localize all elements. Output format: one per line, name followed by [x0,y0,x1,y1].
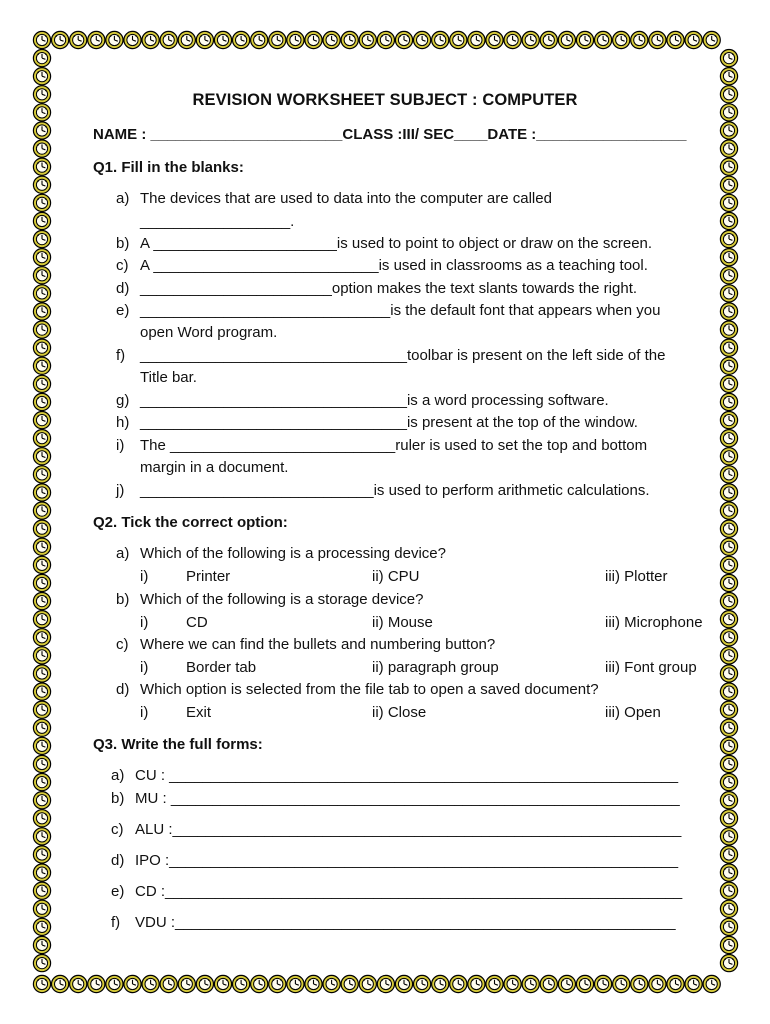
q3-item-marker: a) [111,767,125,784]
student-info-line: NAME : _______________________CLASS :III/ SEC____DATE :__________________ [93,126,687,143]
q1-item-text: Title bar. [140,369,197,386]
q2-option-1: Border tab [186,659,257,676]
q2-option-marker: i) [140,659,149,676]
q1-item-marker: d) [116,280,130,297]
q3-answer-line: CD :______________________________________________________________ [135,883,683,900]
q2-question-text: Which of the following is a storage device? [140,591,424,608]
q1-item-marker: h) [116,414,130,431]
q1-item-text: margin in a document. [140,459,289,476]
q2-option-marker: i) [140,614,149,631]
q1-item-text: ________________________________is a word processing software. [140,392,609,409]
q2-item-marker: c) [116,636,129,653]
q3-item-marker: b) [111,790,125,807]
q1-item-marker: e) [116,302,130,319]
q3-answer-line: VDU :____________________________________________________________ [135,914,676,931]
q2-option-1: Printer [186,568,231,585]
q1-item-text: __________________. [140,213,295,230]
q1-item-marker: c) [116,257,129,274]
q1-item-text: A ______________________is used to point to object or draw on the screen. [140,235,653,252]
q1-item-text: open Word program. [140,324,278,341]
q1-item-marker: a) [116,190,130,207]
q2-option-3: iii) Open [605,704,661,721]
q2-option-3: iii) Font group [605,659,697,676]
q3-answer-line: MU : _____________________________________________________________ [135,790,680,807]
q1-item-text: The ___________________________ruler is used to set the top and bottom [140,437,648,454]
q1-item-text: The devices that are used to data into the computer are called [140,190,552,207]
q2-option-1: CD [186,614,208,631]
q3-heading: Q3. Write the full forms: [93,736,263,753]
q2-question-text: Where we can find the bullets and numbering button? [140,636,496,653]
q2-item-marker: b) [116,591,130,608]
q2-option-marker: i) [140,568,149,585]
q3-item-marker: c) [111,821,124,838]
q1-item-marker: g) [116,392,130,409]
q1-item-marker: i) [116,437,125,454]
q2-option-marker: i) [140,704,149,721]
q1-heading: Q1. Fill in the blanks: [93,159,244,176]
q1-item-text: ______________________________is the default font that appears when you [140,302,661,319]
q1-item-text: ________________________________is present at the top of the window. [140,414,638,431]
q2-item-marker: d) [116,681,130,698]
q2-option-3: iii) Plotter [605,568,668,585]
q2-option-3: iii) Microphone [605,614,703,631]
q3-item-marker: f) [111,914,121,931]
q2-option-2: ii) paragraph group [372,659,499,676]
q1-item-marker: f) [116,347,126,364]
q3-answer-line: ALU :_____________________________________________________________ [135,821,682,838]
q1-item-text: ____________________________is used to perform arithmetic calculations. [140,482,650,499]
q3-item-marker: d) [111,852,125,869]
q3-answer-line: CU : _____________________________________________________________ [135,767,679,784]
q2-option-2: ii) Close [372,704,427,721]
worksheet-title: REVISION WORKSHEET SUBJECT : COMPUTER [192,91,578,109]
q2-question-text: Which option is selected from the file tab to open a saved document? [140,681,599,698]
q3-answer-line: IPO :_____________________________________________________________ [135,852,679,869]
q2-item-marker: a) [116,545,130,562]
q2-heading: Q2. Tick the correct option: [93,514,288,531]
q2-question-text: Which of the following is a processing device? [140,545,446,562]
q2-option-2: ii) Mouse [372,614,433,631]
q1-item-text: ________________________________toolbar is present on the left side of the [140,347,666,364]
q3-item-marker: e) [111,883,125,900]
q2-option-2: ii) CPU [372,568,420,585]
q2-option-1: Exit [186,704,212,721]
q1-item-text: _______________________option makes the text slants towards the right. [140,280,638,297]
q1-item-text: A ___________________________is used in classrooms as a teaching tool. [140,257,648,274]
q1-item-marker: b) [116,235,130,252]
q1-item-marker: j) [116,482,125,499]
